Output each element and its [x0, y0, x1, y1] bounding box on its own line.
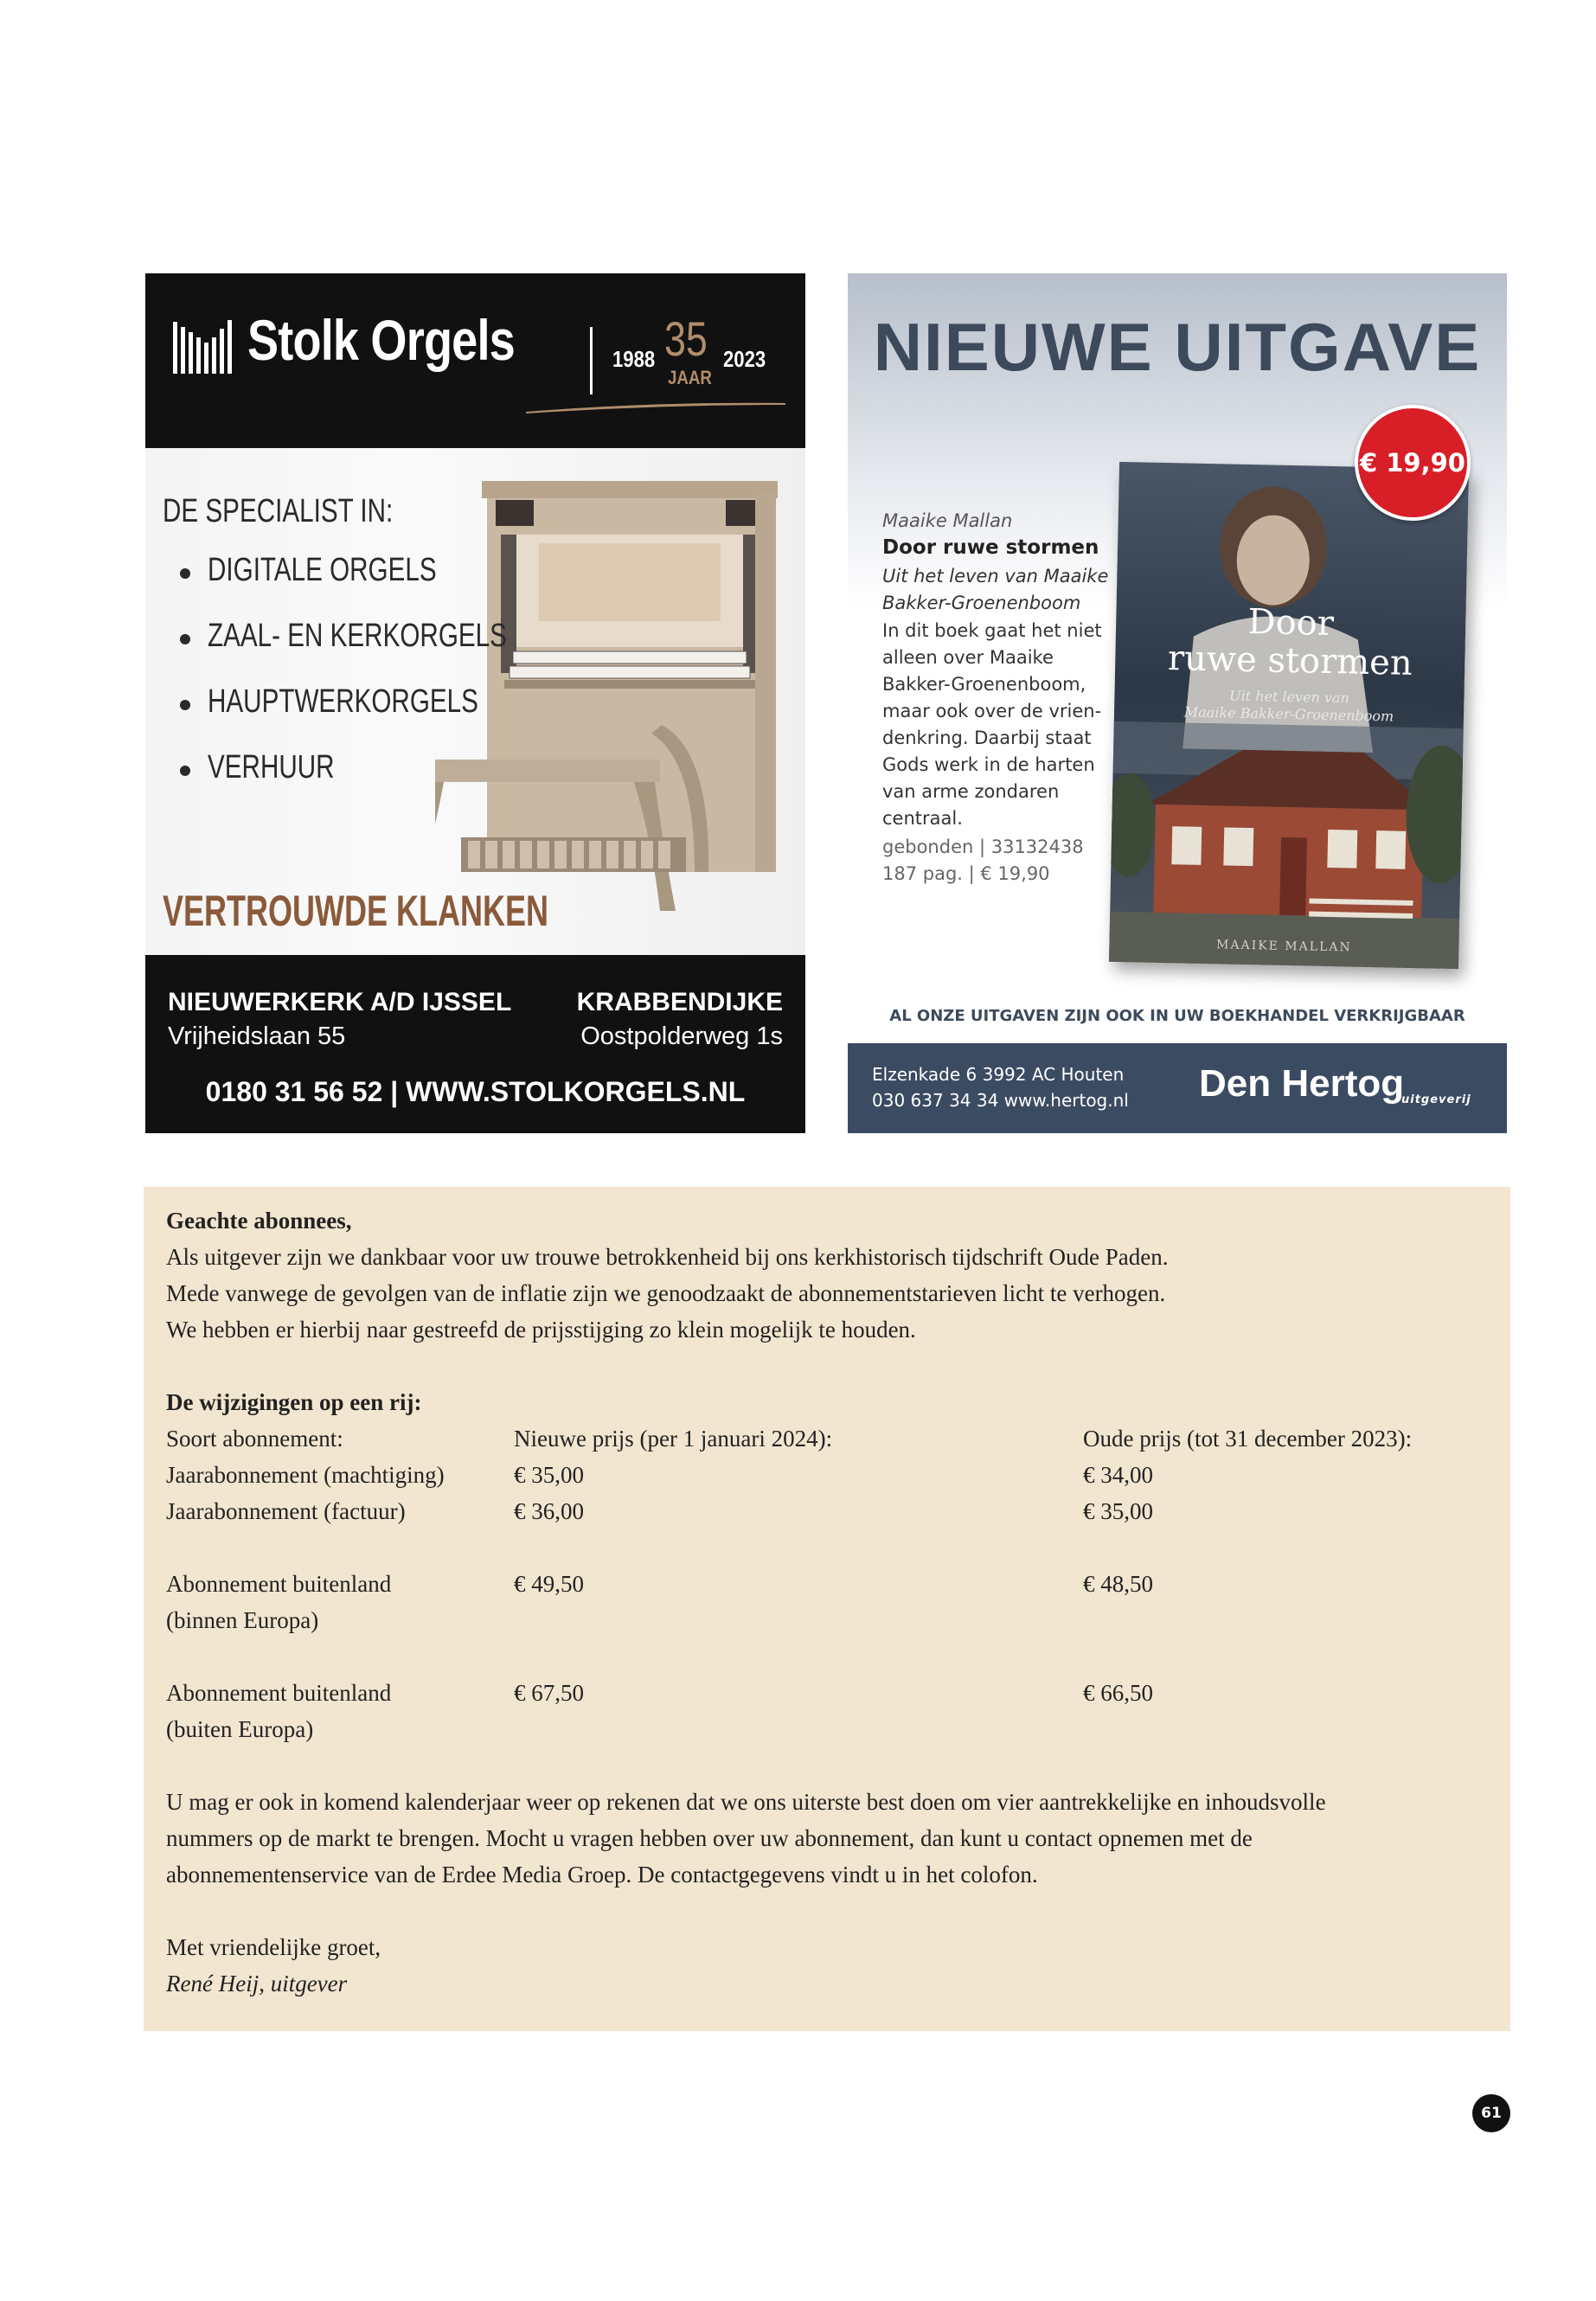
table-cell-new: € 35,00 — [514, 1462, 584, 1488]
book-title: Door ruwe stormen — [882, 536, 1099, 559]
swoosh-decoration — [526, 400, 785, 417]
hertog-brand: Den Hertog — [1199, 1062, 1405, 1105]
hertog-brand-tag: uitgeverij — [1401, 1093, 1471, 1106]
bullet-icon — [180, 700, 190, 710]
year-end: 2023 — [723, 346, 766, 372]
book-meta: gebonden | 33132438 187 pag. | € 19,90 — [882, 836, 1084, 884]
location-2-address: Oostpolderweg 1s — [580, 1022, 783, 1050]
hertog-footer — [848, 1043, 1507, 1133]
table-header: Nieuwe prijs (per 1 januari 2024): — [514, 1426, 833, 1452]
stolk-orgels-ad — [145, 273, 805, 1133]
header-divider — [590, 327, 593, 394]
organ-illustration-icon — [435, 474, 803, 950]
bullet-icon — [180, 568, 190, 579]
hertog-address: Elzenkade 6 3992 AC Houten — [872, 1064, 1125, 1085]
book-subtitle: Uit het leven van Maaike Bakker-Groenenboom — [882, 566, 1109, 613]
table-cell-type: Abonnement buitenland — [166, 1571, 392, 1597]
subscriber-letter — [144, 1187, 1510, 2031]
bullet-icon — [180, 634, 190, 644]
signature: René Heij, uitgever — [166, 1971, 348, 1997]
table-cell-old: € 34,00 — [1083, 1462, 1153, 1488]
stolk-body: DE SPECIALIST IN: DIGITALE ORGELS ZAAL- EN KERKORGELS HAUPTWERKORGELS VERHUUR VERTROUWDE KLANKEN — [145, 448, 805, 955]
cover-author: MAAIKE MALLAN — [1215, 938, 1352, 955]
page-number: 61 — [1472, 2094, 1510, 2132]
table-header: Soort abonnement: — [166, 1426, 343, 1452]
book-cover — [1109, 462, 1469, 969]
sign-off: Met vriendelijke groet, — [166, 1934, 381, 1960]
intro-line: We hebben er hierbij naar gestreefd de prijsstijging zo klein mogelijk te houden. — [166, 1317, 916, 1343]
table-cell-old: € 35,00 — [1083, 1498, 1153, 1524]
table-cell-type: Abonnement buitenland — [166, 1680, 392, 1706]
table-cell-new: € 36,00 — [514, 1498, 584, 1524]
bullet-icon — [180, 766, 190, 776]
letter-greeting: Geachte abonnees, — [166, 1208, 352, 1234]
den-hertog-ad — [848, 273, 1507, 1133]
table-cell-new: € 67,50 — [514, 1680, 584, 1706]
price-badge: € 19,90 — [1355, 405, 1471, 521]
table-cell-type-detail: (binnen Europa) — [166, 1607, 319, 1633]
closing-line: abonnementenservice van de Erdee Media Groep. De contactgegevens vindt u in het colofon. — [166, 1862, 1038, 1888]
year-start: 1988 — [612, 346, 656, 372]
closing-line: nummers op de markt te brengen. Mocht u vragen hebben over uw abonnement, dan kunt u contact opnemen met de — [166, 1825, 1253, 1851]
hertog-contact: 030 637 34 34 www.hertog.nl — [872, 1090, 1129, 1111]
stolk-footer — [145, 955, 805, 1133]
table-cell-type-detail: (buiten Europa) — [166, 1716, 314, 1742]
stolk-slogan: VERTROUWDE KLANKEN — [163, 887, 548, 935]
table-cell-type: Jaarabonnement (machtiging) — [166, 1462, 445, 1488]
stolk-contact: 0180 31 56 52 | WWW.STOLKORGELS.NL — [205, 1076, 746, 1107]
intro-line: Mede vanwege de gevolgen van de inflatie zijn we genoodzaakt de abonnementstarieven licht te verhogen. — [166, 1280, 1166, 1306]
table-cell-type: Jaarabonnement (factuur) — [166, 1498, 406, 1524]
location-1-address: Vrijheidslaan 55 — [168, 1022, 346, 1050]
table-cell-old: € 66,50 — [1083, 1680, 1153, 1706]
table-cell-new: € 49,50 — [514, 1571, 584, 1597]
hertog-headline: NIEUWE UITGAVE — [873, 309, 1482, 385]
specialist-heading: DE SPECIALIST IN: — [163, 493, 394, 529]
location-1-city: NIEUWERKERK A/D IJSSEL — [168, 988, 512, 1016]
anniversary-number: 35 — [664, 311, 708, 366]
stolk-header — [145, 273, 805, 448]
intro-line: Als uitgever zijn we dankbaar voor uw trouwe betrokkenheid bij ons kerkhistorisch tijdschrift Oude Paden. — [166, 1244, 1169, 1270]
location-2-city: KRABBENDIJKE — [576, 988, 783, 1016]
book-author: Maaike Mallan — [882, 510, 1013, 531]
anniversary-word: JAAR — [668, 367, 712, 388]
table-cell-old: € 48,50 — [1083, 1571, 1153, 1597]
hertog-strapline: AL ONZE UITGAVEN ZIJN OOK IN UW BOEKHANDEL VERKRIJGBAAR — [889, 1007, 1465, 1025]
table-header: Oude prijs (tot 31 december 2023): — [1083, 1426, 1413, 1452]
organ-pipes-logo-icon — [173, 317, 234, 379]
stolk-brand-name: Stolk Orgels — [247, 308, 515, 372]
closing-line: U mag er ook in komend kalenderjaar weer op rekenen dat we ons uiterste best doen om vier aantrekkelijke en inhoudsvolle — [166, 1789, 1326, 1815]
cover-title: Door ruwe stormen — [1167, 601, 1413, 683]
changes-heading: De wijzigingen op een rij: — [166, 1389, 422, 1415]
book-description: In dit boek gaat het niet alleen over Maaike Bakker-Groenenboom, maar ook over de vrien-denkring. Daarbij staat Gods werk in de harten van arme zondaren centraal. — [882, 620, 1102, 829]
cover-subtitle: Uit het leven van Maaike Bakker-Groenenboom — [1183, 687, 1394, 725]
